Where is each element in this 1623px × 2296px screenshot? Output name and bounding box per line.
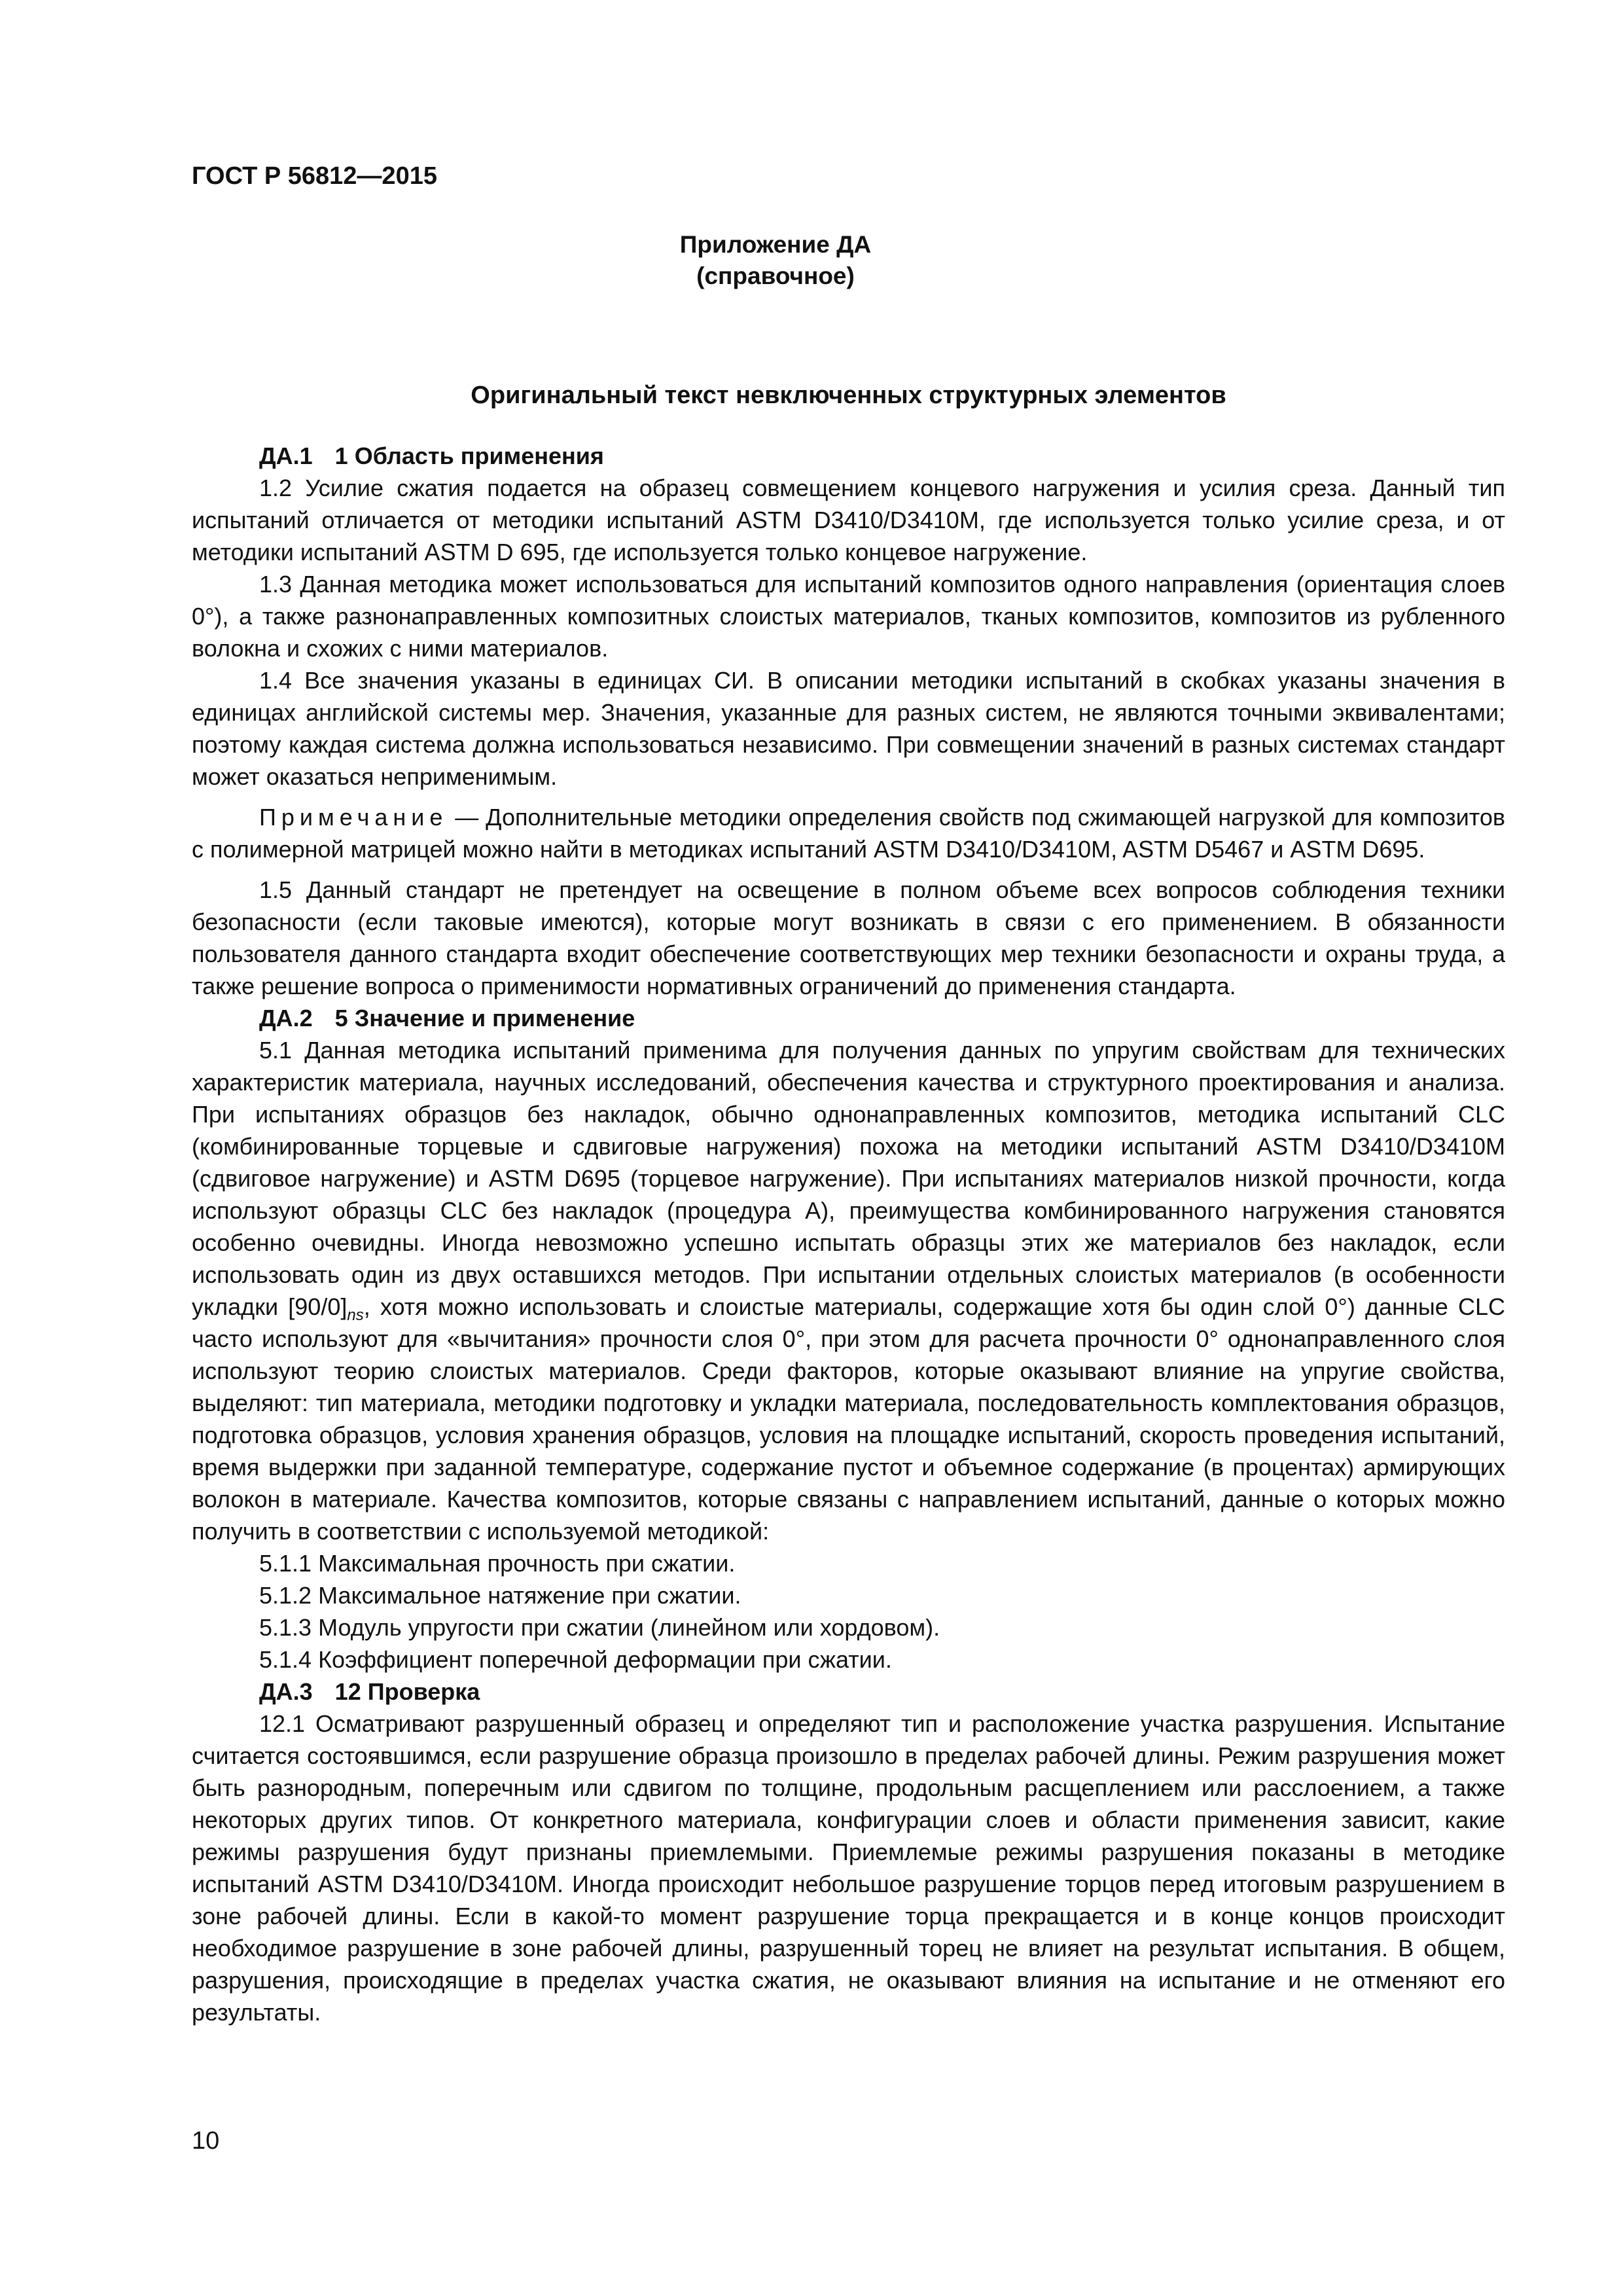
paragraph-1-4: 1.4 Все значения указаны в единицах СИ. В описании методики испытаний в скобках указаны значения в единицах английской системы мер. Значения, указанные для разных систем, не являются точными эквивалентами; поэтому каждая система должна использоваться независимо. При совмещении значений в разных системах стандарт может оказаться неприменимым. bbox=[192, 667, 1505, 790]
list-item: 5.1.3 Модуль упругости при сжатии (линейном или хордовом). bbox=[259, 1614, 940, 1641]
section-id: ДА.3 bbox=[259, 1678, 313, 1705]
list-item: 5.1.1 Максимальная прочность при сжатии. bbox=[259, 1550, 736, 1577]
note-label: Примечание bbox=[259, 804, 448, 831]
note-paragraph bbox=[192, 801, 1505, 865]
page-number: 10 bbox=[192, 2127, 220, 2155]
appendix-type: (справочное) bbox=[696, 262, 855, 289]
section-title: 5 Значение и применение bbox=[334, 1005, 635, 1031]
section-title: 12 Проверка bbox=[334, 1678, 480, 1705]
appendix-heading bbox=[658, 229, 893, 292]
section-heading-da3 bbox=[192, 1676, 1505, 1708]
section-heading-da2 bbox=[192, 1002, 1505, 1034]
paragraph-1-5: 1.5 Данный стандарт не претендует на освещение в полном объеме всех вопросов соблюдения техники безопасности (если таковые имеются), которые могут возникать в связи с его применением. В обязанности пользователя данного стандарта входит обеспечение соответствующих мер техники безопасности и охраны труда, а также решение вопроса о применимости нормативных ограничений до применения стандарта. bbox=[192, 876, 1505, 999]
list-item: 5.1.2 Максимальное натяжение при сжатии. bbox=[259, 1582, 741, 1609]
paragraph-1-3: 1.3 Данная методика может использоваться для испытаний композитов одного направления (ориентация слоев 0°), а также разнонаправленных композитных слоистых материалов, тканых композитов, композитов из рубленного волокна и схожих с ними материалов. bbox=[192, 571, 1505, 662]
paragraph-5-1-part-a: 5.1 Данная методика испытаний применима для получения данных по упругим свойствам для технических характеристик материала, научных исследований, обеспечения качества и структурного проектирования и анализа. При испытаниях образцов без накладок, обычно однонаправленных композитов, методика испытаний CLC (комбинированные торцевые и сдвиговые нагружения) похожа на методики испытаний ASTM D3410/D3410M (сдвиговое нагружение) и ASTM D695 (торцевое нагружение). При испытаниях материалов низкой прочности, когда используют образцы CLC без накладок (процедура A), преимущества комбинированного нагружения становятся особенно очевидны. Иногда невозможно успешно испытать образцы этих же материалов без накладок, если использовать один из двух оставшихся методов. При испытании отдельных слоистых материалов (в особенности укладки [90/0] bbox=[192, 1037, 1505, 1320]
page-title: Оригинальный текст невключенных структурных элементов bbox=[471, 382, 1226, 409]
note-text: — Дополнительные методики определения свойств под сжимающей нагрузкой для композитов с полимерной матрицей можно найти в методиках испытаний ASTM D3410/D3410M, ASTM D5467 и ASTM D695. bbox=[192, 804, 1505, 863]
paragraph-5-1-part-b: , хотя можно использовать и слоистые материалы, содержащие хотя бы один слой 0°) данные CLC часто используют для «вычитания» прочности слоя 0°, при этом для расчета прочности 0° однонаправленного слоя используют теорию слоистых материалов. Среди факторов, которые оказывают влияние на упругие свойства, выделяют: тип материала, методики подготовку и укладки материала, последовательность комплектования образцов, подготовка образцов, условия хранения образцов, условия на площадке испытаний, скорость проведения испытаний, время выдержки при заданной температуре, содержание пустот и объемное содержание (в процентах) армирующих волокон в материале. Качества композитов, которые связаны с направлением испытаний, данные о которых можно получить в соответствии с используемой методикой: bbox=[192, 1293, 1505, 1545]
appendix-label: Приложение ДА bbox=[679, 231, 872, 258]
section-id: ДА.2 bbox=[259, 1005, 313, 1031]
section-id: ДА.1 bbox=[259, 442, 313, 469]
paragraph-5-1 bbox=[192, 1034, 1505, 1547]
section-title: 1 Область применения bbox=[334, 442, 604, 469]
list-item: 5.1.4 Коэффициент поперечной деформации при сжатии. bbox=[259, 1646, 892, 1673]
paragraph-1-2: 1.2 Усилие сжатия подается на образец совмещением концевого нагружения и усилия среза. Данный тип испытаний отличается от методики испытаний ASTM D3410/D3410M, где используется только усилие среза, и от методики испытаний ASTM D 695, где используется только концевое нагружение. bbox=[192, 475, 1505, 565]
standard-code: ГОСТ Р 56812—2015 bbox=[192, 162, 437, 190]
section-heading-da1 bbox=[192, 440, 1505, 472]
paragraph-12-1: 12.1 Осматривают разрушенный образец и определяют тип и расположение участка разрушения. Испытание считается состоявшимся, если разрушение образца произошло в пределах рабочей длины. Режим разрушения может быть разнородным, поперечным или сдвигом по толщине, продольным расщеплением или расслоением, а также некоторых других типов. От конкретного материала, конфигурации слоев и области применения зависит, какие режимы разрушения будут признаны приемлемыми. Приемлемые режимы разрушения показаны в методике испытаний ASTM D3410/D3410M. Иногда происходит небольшое разрушение торцов перед итоговым разрушением в зоне рабочей длины. Если в какой-то момент разрушение торца прекращается и в конце концов происходит необходимое разрушение в зоне рабочей длины, разрушенный торец не влияет на результат испытания. В общем, разрушения, происходящие в пределах участка сжатия, не оказывают влияния на испытание и не отменяют его результаты. bbox=[192, 1710, 1505, 2026]
subscript-ns: ns bbox=[347, 1306, 364, 1324]
document-body bbox=[192, 440, 1505, 2028]
